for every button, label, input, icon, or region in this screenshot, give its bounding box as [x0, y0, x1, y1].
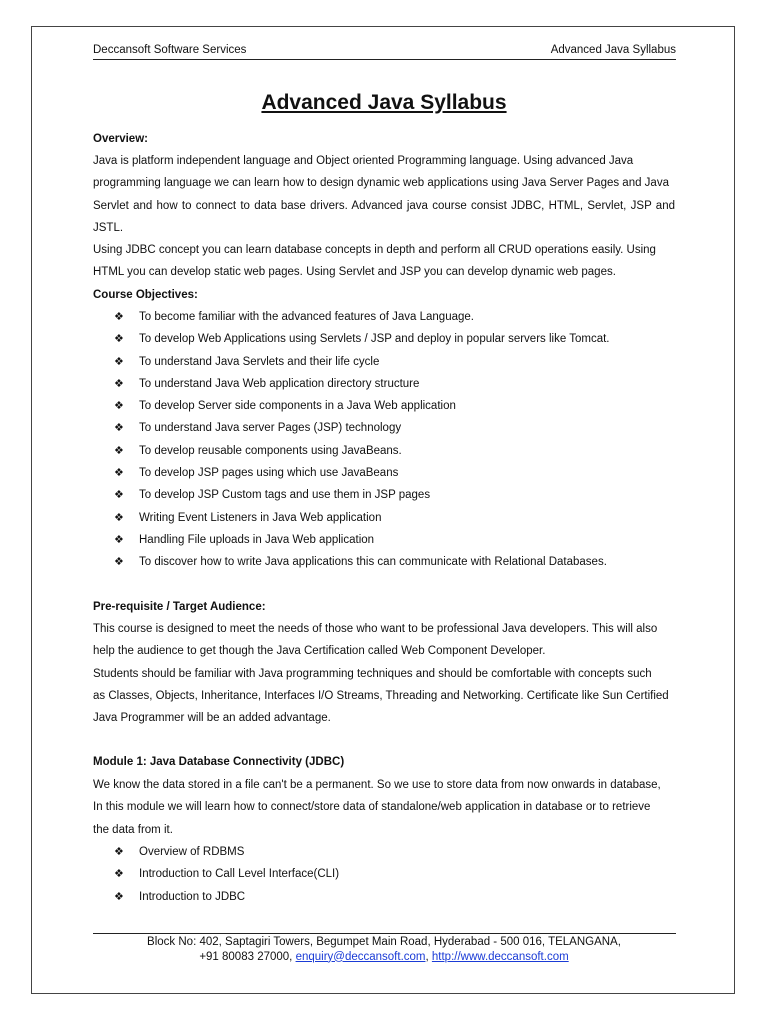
- list-item-text: To understand Java server Pages (JSP) technology: [139, 422, 402, 435]
- list-item: [93, 328, 675, 350]
- paragraph-line: This course is designed to meet the needs of those who want to be professional Java developers. This will also: [93, 623, 658, 635]
- list-item: [93, 417, 675, 439]
- list-item-text: To develop Server side components in a Java Web application: [139, 400, 456, 413]
- diamond-bullet-icon: ❖: [114, 444, 124, 457]
- footer-separator: ,: [425, 950, 432, 963]
- paragraph-line: Students should be familiar with Java programming techniques and should be comfortable with concepts such: [93, 667, 652, 680]
- diamond-bullet-icon: ❖: [114, 556, 124, 569]
- list-item-text: To discover how to write Java applications this can communicate with Relational Databases.: [139, 556, 607, 569]
- footer-phone: +91 80083 27000,: [199, 950, 296, 963]
- paragraph-line: help the audience to get though the Java Certification called Web Component Developer.: [93, 645, 546, 658]
- list-item: [93, 373, 675, 395]
- list-item-text: To understand Java Servlets and their life cycle: [139, 355, 380, 368]
- diamond-bullet-icon: ❖: [114, 846, 124, 858]
- objectives-list: [93, 306, 675, 574]
- footer-address: Block No: 402, Saptagiri Towers, Begumpet Main Road, Hyderabad - 500 016, TELANGANA,: [147, 936, 621, 948]
- paragraph-line: programming language we can learn how to design dynamic web applications using Java Server Pages and Java: [93, 177, 669, 190]
- list-item-text: To develop Web Applications using Servlets / JSP and deploy in popular servers like Tomcat.: [139, 333, 610, 346]
- header-doc-title: Advanced Java Syllabus: [550, 44, 676, 56]
- list-item: [93, 306, 675, 328]
- paragraph-line: We know the data stored in a file can't be a permanent. So we use to store data from now onwards in database,: [93, 779, 661, 791]
- objectives-heading: Course Objectives:: [93, 289, 198, 301]
- module1-paragraph: [93, 774, 675, 841]
- paragraph-line: Java Programmer will be an added advantage.: [93, 712, 331, 725]
- list-item: [93, 886, 675, 908]
- paragraph-line: Servlet and how to connect to data base drivers. Advanced java course consist JDBC, HTML, Servlet, JSP and JSTL.: [93, 199, 675, 234]
- list-item: [93, 440, 675, 462]
- paragraph-line: Java is platform independent language and Object oriented Programming language. Using advanced Java: [93, 155, 634, 167]
- list-item: [93, 395, 675, 417]
- overview-heading: Overview:: [93, 133, 148, 145]
- email-link[interactable]: enquiry@deccansoft.com: [295, 950, 426, 963]
- list-item-text: To develop reusable components using JavaBeans.: [139, 444, 402, 457]
- list-item-text: Introduction to Call Level Interface(CLI): [139, 868, 340, 881]
- diamond-bullet-icon: ❖: [114, 311, 124, 323]
- prerequisite-heading: Pre-requisite / Target Audience:: [93, 601, 266, 613]
- list-item: [93, 462, 675, 484]
- module1-heading: Module 1: Java Database Connectivity (JDBC): [93, 756, 345, 768]
- module1-list: [93, 841, 675, 908]
- list-item: [93, 507, 675, 529]
- list-item-text: To develop JSP pages using which use JavaBeans: [139, 467, 399, 480]
- website-link[interactable]: http://www.deccansoft.com: [431, 950, 569, 963]
- list-item-text: Overview of RDBMS: [139, 846, 245, 858]
- diamond-bullet-icon: ❖: [114, 868, 124, 881]
- overview-paragraph: [93, 150, 675, 284]
- header-company: Deccansoft Software Services: [93, 44, 247, 56]
- list-item: [93, 529, 675, 551]
- paragraph-line: HTML you can develop static web pages. Using Servlet and JSP you can develop dynamic web pages.: [93, 266, 616, 279]
- list-item-text: Handling File uploads in Java Web application: [139, 533, 375, 546]
- footer-divider: [93, 933, 676, 934]
- list-item-text: To become familiar with the advanced features of Java Language.: [139, 311, 474, 323]
- paragraph-line: as Classes, Objects, Inheritance, Interfaces I/O Streams, Threading and Networking. Certificate like Sun Certified: [93, 689, 669, 702]
- list-item: [93, 841, 675, 863]
- page-header: [93, 43, 676, 60]
- list-item: [93, 351, 675, 373]
- paragraph-line: the data from it.: [93, 823, 173, 836]
- diamond-bullet-icon: ❖: [114, 890, 124, 903]
- diamond-bullet-icon: ❖: [114, 355, 124, 368]
- list-item-text: Writing Event Listeners in Java Web application: [139, 511, 382, 524]
- diamond-bullet-icon: ❖: [114, 489, 124, 502]
- paragraph-line: In this module we will learn how to connect/store data of standalone/web application in database or to retrieve: [93, 801, 651, 814]
- paragraph-line: Using JDBC concept you can learn database concepts in depth and perform all CRUD operations easily. Using: [93, 244, 656, 257]
- diamond-bullet-icon: ❖: [114, 400, 124, 413]
- footer-contact: [0, 950, 768, 965]
- list-item-text: Introduction to JDBC: [139, 890, 246, 903]
- list-item-text: To understand Java Web application directory structure: [139, 377, 420, 390]
- list-item: [93, 551, 675, 573]
- list-item-text: To develop JSP Custom tags and use them in JSP pages: [139, 489, 431, 502]
- list-item: [93, 484, 675, 506]
- diamond-bullet-icon: ❖: [114, 422, 124, 435]
- diamond-bullet-icon: ❖: [114, 511, 124, 524]
- diamond-bullet-icon: ❖: [114, 467, 124, 480]
- prerequisite-paragraph: [93, 618, 675, 729]
- list-item: [93, 863, 675, 885]
- page-footer: [0, 935, 768, 964]
- diamond-bullet-icon: ❖: [114, 333, 124, 346]
- diamond-bullet-icon: ❖: [114, 377, 124, 390]
- page-title: Advanced Java Syllabus: [261, 91, 507, 114]
- diamond-bullet-icon: ❖: [114, 533, 124, 546]
